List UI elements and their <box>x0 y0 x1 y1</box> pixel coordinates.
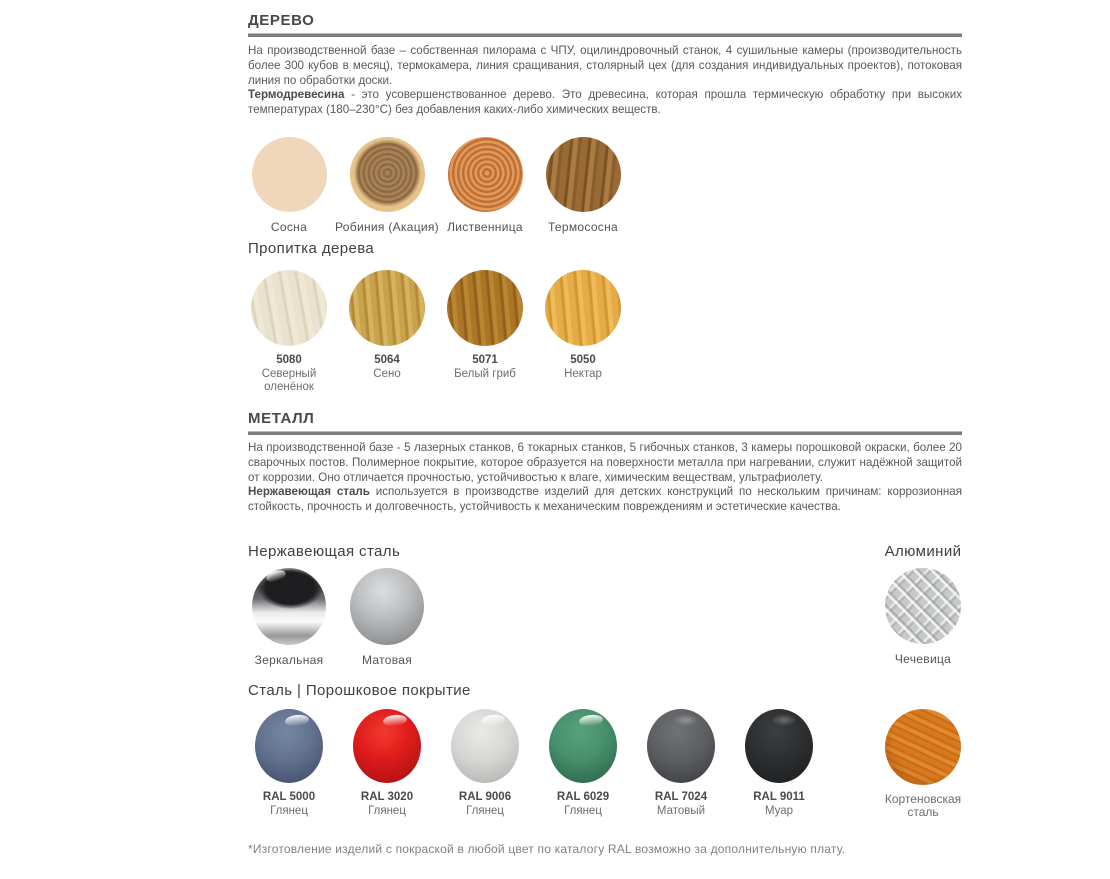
aluminum-finish-label: Чечевица <box>894 652 952 666</box>
stainless-heading: Нержавеющая сталь <box>248 543 401 560</box>
ral-finish: Глянец <box>368 805 406 817</box>
ral-3020-cell <box>338 709 436 818</box>
thermowood-lead: Термодревесина <box>248 88 345 102</box>
larch-slice-swatch <box>448 137 523 212</box>
ral-6029-cell <box>534 709 632 818</box>
ral-9011-cell <box>730 709 828 818</box>
wood-swatch-thermopine <box>534 137 632 235</box>
ral-code: RAL 9011 <box>753 791 805 803</box>
metal-intro-text: На производственной базе - 5 лазерных станков, 6 токарных станков, 5 гибочных станков, 3 камеры порошковой окраски, более 20 сварочных постов. Полимерное покрытие, которое образуется на поверхности металла при нагревании, служит надёжной защитой от коррозии. Оно отличается прочностью, устойчивостью к влаге, химическим веществам, ультрафиолету. <box>248 441 962 484</box>
matte-steel-sphere <box>350 568 424 645</box>
impregnation-code: 5080 <box>276 354 302 366</box>
ral-finish: Глянец <box>270 805 308 817</box>
impregnation-color-swatch <box>545 270 621 346</box>
stainless-matte-cell <box>338 568 436 668</box>
ral-finish: Матовый <box>656 805 706 817</box>
section-divider <box>248 33 962 37</box>
ral-code: RAL 3020 <box>360 791 414 803</box>
wood-intro-text: На производственной базе – собственная пилорама с ЧПУ, оцилиндровочный станок, 4 сушильные камеры (производительность более 300 кубов в месяц), термокамера, линия сращивания, столярный цех (для создания индивидуальных проектов), потоковая линия по обработки доски. <box>248 44 962 87</box>
stainless-finish-label: Матовая <box>361 653 413 667</box>
ral-color-sphere <box>549 709 617 783</box>
stainless-finish-row <box>240 568 436 668</box>
impregnation-name: Сено <box>373 368 401 380</box>
ral-code: RAL 6029 <box>556 791 610 803</box>
ral-finish: Глянец <box>466 805 504 817</box>
impregnation-name: Белый гриб <box>454 368 516 380</box>
impregnation-code: 5064 <box>374 354 400 366</box>
pine-slice-swatch <box>252 137 327 212</box>
powder-coating-heading: Сталь | Порошковое покрытие <box>248 682 471 699</box>
impregnation-heading: Пропитка дерева <box>248 240 375 257</box>
wood-swatch-label: Сосна <box>270 220 308 234</box>
ral-finish: Муар <box>764 805 794 817</box>
wood-section-title: ДЕРЕВО <box>248 12 315 29</box>
ral-9006-cell <box>436 709 534 818</box>
impregnation-color-swatch <box>349 270 425 346</box>
metal-section-header <box>248 410 962 435</box>
impregnation-swatch-5050 <box>534 270 632 394</box>
thermopine-swatch <box>546 137 621 212</box>
aluminum-cell <box>874 568 972 667</box>
ral-footnote: *Изготовление изделий с покраской в любой цвет по каталогу RAL возможно за дополнительную плату. <box>248 842 846 856</box>
wood-swatch-pine <box>240 137 338 235</box>
wood-swatch-label: Термососна <box>547 220 619 234</box>
ral-5000-cell <box>240 709 338 818</box>
ral-code: RAL 9006 <box>458 791 512 803</box>
mirror-steel-sphere <box>252 568 326 645</box>
thermowood-text: - это усовершенствованное дерево. Это древесина, которая прошла термическую обработку при высоких температурах (180–230°С) без добавления каких-либо химических веществ. <box>248 88 962 117</box>
impregnation-swatch-5080 <box>240 270 338 394</box>
wood-swatch-robinia <box>335 137 439 235</box>
stainless-lead: Нержавеющая сталь <box>248 485 370 499</box>
ral-code: RAL 7024 <box>654 791 708 803</box>
impregnation-row <box>240 270 632 394</box>
metal-section-title: МЕТАЛЛ <box>248 410 315 427</box>
ral-color-sphere <box>451 709 519 783</box>
stainless-text: используется в производстве изделий для детских конструкций по нескольким причинам: коррозионная стойкость, прочность и долговечность, устойчивость к механическим повреждениям и эстетические качества. <box>248 485 962 514</box>
ral-color-sphere <box>647 709 715 783</box>
checker-plate-swatch <box>885 568 961 644</box>
impregnation-swatch-5071 <box>436 270 534 394</box>
corten-steel-label: Кортеновская сталь <box>884 792 962 819</box>
wood-species-row <box>240 137 632 235</box>
wood-swatch-label: Лиственница <box>447 220 523 234</box>
ral-color-sphere <box>353 709 421 783</box>
stainless-finish-label: Зеркальная <box>254 653 324 667</box>
impregnation-code: 5071 <box>472 354 498 366</box>
wood-section-header <box>248 12 962 37</box>
ral-color-sphere <box>745 709 813 783</box>
aluminum-heading: Алюминий <box>884 543 962 560</box>
ral-finish: Глянец <box>564 805 602 817</box>
corten-steel-swatch <box>885 709 961 785</box>
impregnation-swatch-5064 <box>338 270 436 394</box>
ral-code: RAL 5000 <box>262 791 316 803</box>
impregnation-name: Северный оленёнок <box>261 368 317 393</box>
ral-7024-cell <box>632 709 730 818</box>
impregnation-code: 5050 <box>570 354 596 366</box>
impregnation-color-swatch <box>447 270 523 346</box>
ral-color-sphere <box>255 709 323 783</box>
impregnation-color-swatch <box>251 270 327 346</box>
corten-steel-cell <box>874 709 972 819</box>
wood-intro-paragraph <box>248 44 962 118</box>
wood-swatch-label: Робиния (Акация) <box>335 220 439 234</box>
wood-swatch-larch <box>436 137 534 235</box>
metal-intro-paragraph <box>248 441 962 515</box>
section-divider <box>248 431 962 435</box>
impregnation-name: Нектар <box>564 368 602 380</box>
robinia-slice-swatch <box>350 137 425 212</box>
stainless-mirror-cell <box>240 568 338 668</box>
ral-colors-row <box>240 709 828 818</box>
